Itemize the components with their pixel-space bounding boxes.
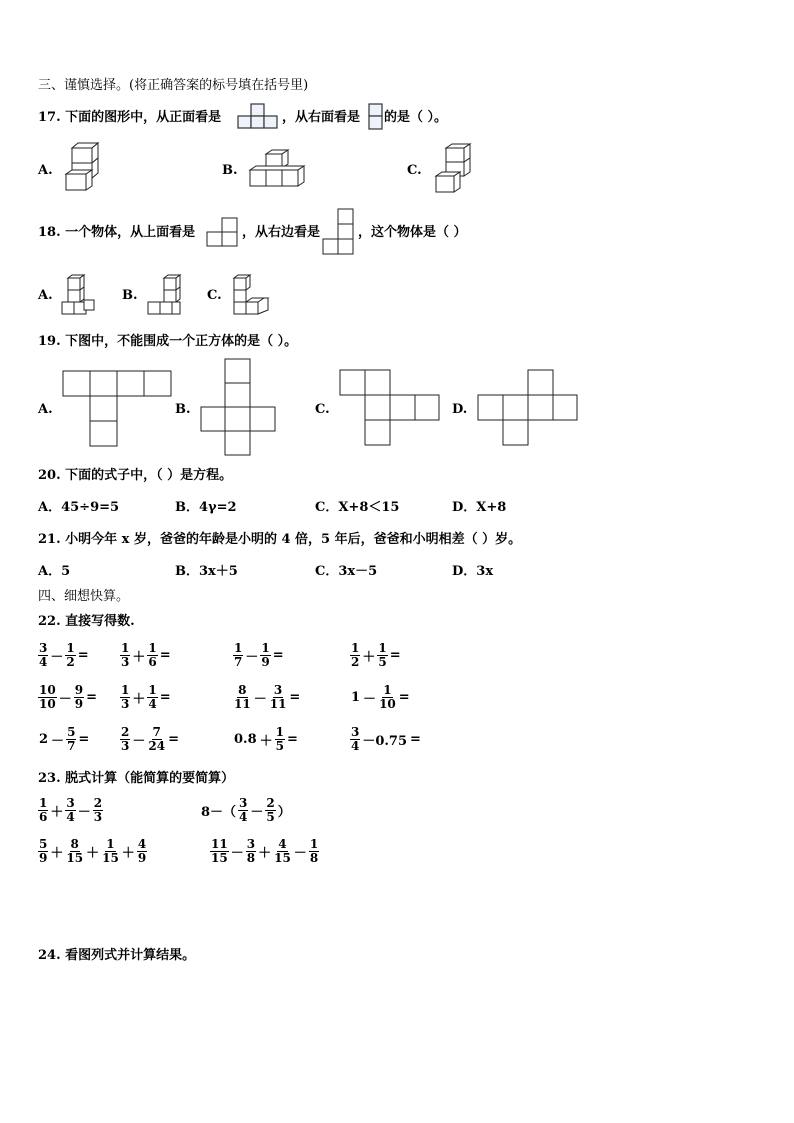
whole-number: 1 (351, 690, 361, 705)
fraction (273, 838, 292, 865)
operator: ＋ (362, 650, 376, 665)
numerator: 1 (106, 837, 115, 851)
numerator: 3 (39, 641, 48, 655)
suffix: ） (277, 805, 291, 820)
q18-option-a-cubes-icon[interactable] (60, 274, 96, 316)
q18-option-a-label[interactable]: A. (38, 288, 53, 303)
numerator: 1 (148, 641, 157, 655)
numerator: 1 (351, 641, 360, 655)
q23-expression-e1 (38, 797, 103, 824)
q19-option-d-label[interactable]: D. (452, 402, 468, 417)
denominator: 3 (121, 739, 130, 753)
denominator: 8 (309, 851, 319, 865)
q22-expression (38, 642, 90, 669)
fraction (38, 684, 57, 711)
fraction (350, 726, 360, 753)
numerator: 2 (93, 796, 103, 810)
fraction (309, 838, 319, 865)
q20-option-d[interactable]: D．X+8 (452, 500, 507, 515)
q19-net-c-icon[interactable] (339, 369, 441, 447)
equals-sign: = (410, 732, 421, 747)
q19-option-c-label[interactable]: C. (315, 402, 330, 417)
numerator: 1 (383, 683, 392, 697)
denominator: 4 (39, 655, 48, 669)
whole-number: 2 (39, 732, 49, 747)
fraction (38, 797, 48, 824)
numerator: 1 (309, 837, 319, 851)
q17-option-b-cubes-icon[interactable] (248, 150, 304, 190)
operator: ＋ (50, 805, 64, 820)
equals-sign: = (289, 690, 301, 705)
section-3-heading: 三、谨慎选择。(将正确答案的标号填在括号里) (38, 78, 309, 93)
numerator: 1 (121, 683, 130, 697)
denominator: 4 (239, 810, 248, 824)
q21-option-d[interactable]: D．3x (452, 564, 494, 579)
q17-option-b-label[interactable]: B. (222, 163, 238, 178)
whole-number: 0.8 (234, 732, 257, 747)
denominator: 3 (121, 655, 130, 669)
numerator: 3 (273, 683, 283, 697)
denominator: 4 (351, 739, 360, 753)
denominator: 4 (66, 810, 75, 824)
fraction (65, 838, 84, 865)
operator: ＋ (50, 846, 64, 861)
equals-sign: = (398, 690, 410, 705)
operator: － (253, 692, 267, 707)
q18-text-c: ，这个物体是（ ） (358, 225, 467, 240)
numerator: 1 (275, 725, 284, 739)
operator: ＋ (121, 846, 135, 861)
fraction (38, 838, 48, 865)
q23-expression-e4 (210, 838, 319, 865)
denominator: 3 (93, 810, 103, 824)
q17-text-a: 17. 下面的图形中，从正面看是 (38, 110, 222, 125)
denominator: 15 (274, 851, 291, 865)
denominator: 9 (261, 655, 270, 669)
q17-text-b: ，从右面看是 (282, 110, 361, 125)
fraction (120, 684, 130, 711)
fraction (120, 726, 130, 753)
prefix: 8－（ (201, 805, 237, 820)
fraction (269, 684, 288, 711)
fraction (65, 797, 75, 824)
denominator: 24 (148, 739, 166, 753)
operator: － (293, 846, 307, 861)
numerator: 2 (121, 725, 130, 739)
operator: － (230, 846, 244, 861)
operator: － (245, 650, 259, 665)
q20-text: 20. 下面的式子中，（ ）是方程。 (38, 468, 233, 483)
q19-text: 19. 下图中，不能围成一个正方体的是（ ）。 (38, 334, 298, 349)
fraction (66, 726, 76, 753)
operator: － (363, 692, 377, 707)
q19-option-b-label[interactable]: B. (175, 402, 191, 417)
fraction (147, 726, 166, 753)
fraction (120, 642, 130, 669)
operator: － (50, 650, 64, 665)
top-view-icon (206, 217, 240, 247)
fraction (147, 642, 157, 669)
equals-sign: = (78, 732, 90, 747)
q19-option-a-label[interactable]: A. (38, 402, 53, 417)
fraction (147, 684, 157, 711)
fraction (265, 797, 275, 824)
denominator: 2 (66, 655, 75, 669)
q18-option-b-label[interactable]: B. (122, 288, 138, 303)
denominator: 2 (351, 655, 360, 669)
fraction (38, 642, 48, 669)
operator: ＋ (86, 846, 100, 861)
numerator: 3 (239, 796, 248, 810)
numerator: 2 (266, 796, 275, 810)
q19-net-a-icon[interactable] (62, 370, 172, 448)
denominator: 10 (39, 697, 56, 711)
q18-option-c-label[interactable]: C. (207, 288, 222, 303)
numerator: 8 (70, 837, 79, 851)
q23-expression-e3 (38, 838, 147, 865)
equals-sign: = (86, 690, 97, 705)
fraction (137, 838, 147, 865)
denominator: 7 (234, 655, 243, 669)
q17-option-a-label[interactable]: A. (38, 163, 53, 178)
operator: －0.75 (362, 734, 408, 749)
fraction (238, 797, 248, 824)
q22-expression (120, 726, 180, 753)
q22-expression (120, 642, 172, 669)
denominator: 4 (148, 697, 157, 711)
equals-sign: = (159, 648, 171, 663)
q22-expression (38, 684, 98, 711)
fraction (65, 642, 75, 669)
q22-expression (350, 684, 411, 711)
q19-net-d-icon[interactable] (477, 369, 579, 447)
equals-sign: = (168, 732, 179, 747)
q22-expression (233, 726, 299, 753)
denominator: 5 (266, 810, 275, 824)
denominator: 11 (269, 697, 287, 711)
q23-expression-e2 (200, 797, 292, 824)
denominator: 7 (67, 739, 76, 753)
fraction (101, 838, 120, 865)
q18-text-a: 18. 一个物体，从上面看是 (38, 225, 196, 240)
denominator: 9 (137, 851, 147, 865)
q22-expression (350, 642, 402, 669)
numerator: 4 (278, 837, 287, 851)
q22-title: 22. 直接写得数. (38, 614, 135, 629)
numerator: 1 (378, 641, 387, 655)
q22-expression (233, 684, 301, 711)
operator: － (250, 805, 264, 820)
numerator: 3 (66, 796, 75, 810)
front-view-icon (238, 103, 280, 129)
operator: － (77, 805, 91, 820)
numerator: 10 (39, 683, 56, 697)
numerator: 1 (261, 641, 270, 655)
numerator: 1 (121, 641, 130, 655)
operator: － (51, 734, 65, 749)
q17-option-c-label[interactable]: C. (407, 163, 422, 178)
q23-title: 23. 脱式计算（能简算的要简算） (38, 771, 235, 786)
numerator: 3 (246, 837, 256, 851)
numerator: 7 (152, 725, 161, 739)
q18-option-c-cubes-icon[interactable] (230, 274, 270, 316)
q18-text-b: ，从右边看是 (242, 225, 321, 240)
numerator: 9 (74, 683, 84, 697)
operator: ＋ (132, 650, 146, 665)
denominator: 15 (66, 851, 84, 865)
right-side-view-icon (322, 208, 356, 256)
denominator: 6 (39, 810, 48, 824)
equals-sign: = (287, 732, 298, 747)
operator: － (132, 734, 146, 749)
q21-option-c[interactable]: C．3x－5 (315, 564, 378, 579)
fraction (93, 797, 103, 824)
numerator: 8 (238, 683, 247, 697)
q19-net-b-icon[interactable] (200, 358, 276, 456)
numerator: 5 (39, 837, 48, 851)
operator: ＋ (259, 734, 273, 749)
numerator: 5 (67, 725, 76, 739)
operator: ＋ (258, 846, 272, 861)
denominator: 9 (39, 851, 48, 865)
q22-expression (233, 642, 285, 669)
denominator: 15 (211, 851, 228, 865)
denominator: 11 (234, 697, 251, 711)
numerator: 1 (148, 683, 157, 697)
q20-option-c[interactable]: C．X+8＜15 (315, 500, 400, 515)
denominator: 9 (74, 697, 84, 711)
fraction (378, 684, 397, 711)
equals-sign: = (159, 690, 171, 705)
denominator: 5 (275, 739, 284, 753)
numerator: 1 (66, 641, 75, 655)
q21-option-b[interactable]: B．3x＋5 (175, 564, 238, 579)
numerator: 3 (351, 725, 360, 739)
denominator: 10 (379, 697, 396, 711)
q17-option-c-cubes-icon[interactable] (434, 144, 472, 196)
fraction (233, 642, 243, 669)
fraction (210, 838, 229, 865)
q21-text: 21. 小明今年 x 岁，爸爸的年龄是小明的 4 倍，5 年后，爸爸和小明相差（ ）岁。 (38, 532, 522, 547)
denominator: 15 (102, 851, 119, 865)
numerator: 11 (211, 837, 228, 851)
equals-sign: = (272, 648, 284, 663)
fraction (260, 642, 270, 669)
operator: － (58, 692, 72, 707)
numerator: 1 (39, 796, 48, 810)
fraction (233, 684, 252, 711)
fraction (74, 684, 84, 711)
q21-option-a[interactable]: A．5 (38, 564, 71, 579)
q20-option-a[interactable]: A．45÷9=5 (38, 500, 120, 515)
operator: ＋ (132, 692, 146, 707)
fraction (350, 642, 360, 669)
q17-text-c: 的是（ ）。 (384, 110, 448, 125)
q18-option-b-cubes-icon[interactable] (146, 274, 182, 316)
q22-expression (120, 684, 172, 711)
numerator: 4 (137, 837, 147, 851)
equals-sign: = (77, 648, 89, 663)
denominator: 3 (121, 697, 130, 711)
q20-option-b[interactable]: B．4γ=2 (175, 500, 237, 515)
q22-expression (350, 726, 422, 753)
denominator: 8 (246, 851, 256, 865)
equals-sign: = (389, 648, 401, 663)
q24-text: 24. 看图列式并计算结果。 (38, 948, 196, 963)
q17-option-a-cubes-icon[interactable] (64, 146, 98, 194)
numerator: 1 (234, 641, 243, 655)
denominator: 5 (378, 655, 387, 669)
fraction (246, 838, 256, 865)
section-4-heading: 四、细想快算。 (38, 589, 130, 604)
fraction (377, 642, 387, 669)
fraction (275, 726, 285, 753)
right-view-icon (368, 103, 384, 131)
q22-expression (38, 726, 90, 753)
denominator: 6 (148, 655, 157, 669)
